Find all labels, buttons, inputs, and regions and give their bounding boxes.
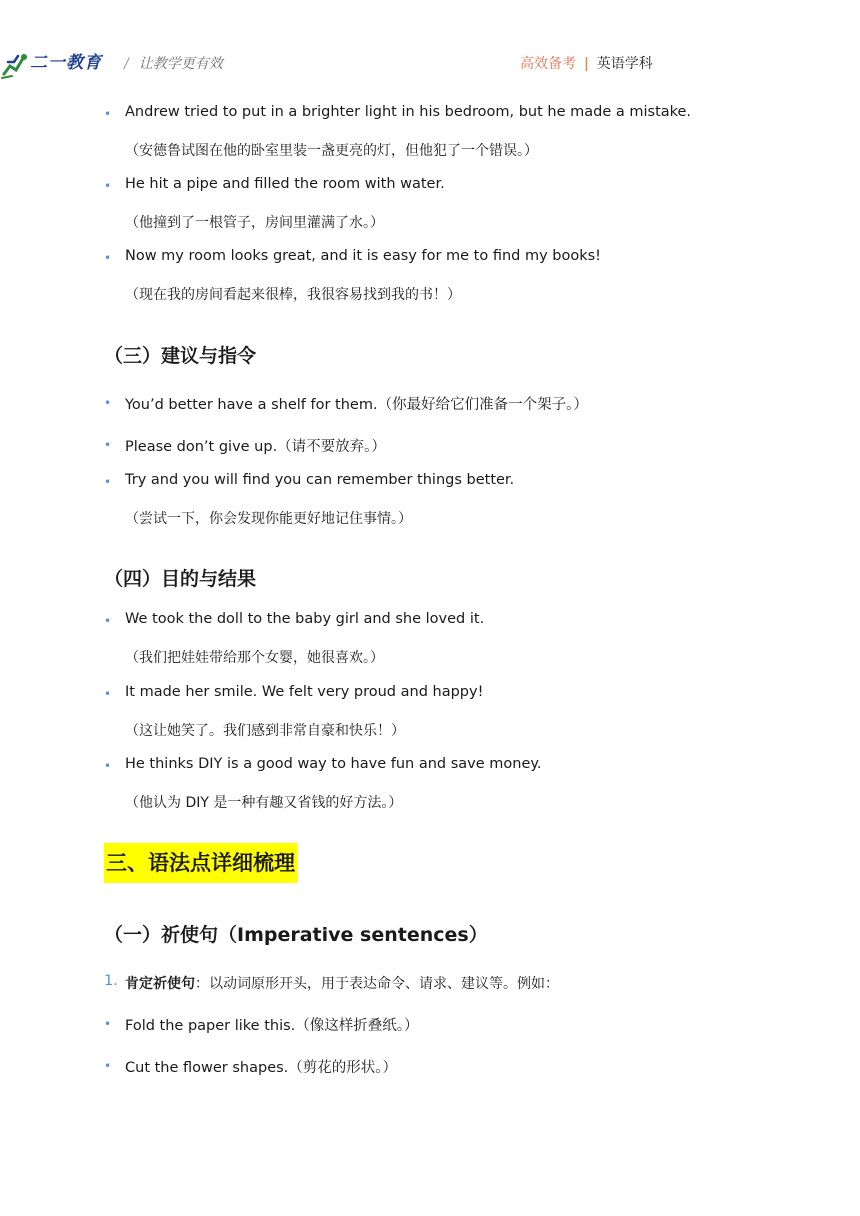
tag-separator: |: [584, 56, 589, 72]
sentence-en: Now my room looks great, and it is easy for me to find my books!: [125, 248, 601, 264]
tag-subject: 英语学科: [596, 56, 653, 72]
bullet: •: [104, 107, 112, 121]
sentence-en: Please don’t give up.（请不要放弃。）: [125, 439, 386, 455]
sentence-cn: （尝试一下，你会发现你能更好地记住事情。）: [125, 511, 412, 527]
page-header: [0, 40, 860, 84]
header-tags: [520, 53, 653, 73]
sentence-cn: （他认为 DIY 是一种有趣又省钱的好方法。）: [125, 795, 403, 811]
bullet: •: [104, 687, 112, 701]
header-slogan: / 让教学更有效: [124, 56, 223, 72]
section-heading-purpose: （四）目的与结果: [104, 568, 257, 590]
sentence-cn: （我们把娃娃带给那个女婴，她很喜欢。）: [125, 650, 384, 666]
sentence-cn: （这让她笑了。我们感到非常自豪和快乐！）: [125, 723, 405, 739]
bullet: •: [104, 614, 112, 628]
sentence-cn: （他撞到了一根管子，房间里灌满了水。）: [125, 215, 384, 231]
sentence-en: We took the doll to the baby girl and she loved it.: [125, 611, 485, 627]
bullet: •: [104, 759, 112, 773]
bullet: •: [104, 475, 112, 489]
sentence-en: He hit a pipe and filled the room with water.: [125, 176, 445, 192]
bullet: •: [104, 1017, 112, 1031]
bullet: •: [104, 396, 112, 410]
sentence-en: He thinks DIY is a good way to have fun and save money.: [125, 756, 542, 772]
section-heading-advice: （三）建议与指令: [104, 345, 257, 367]
sentence-cn: （现在我的房间看起来很棒，我很容易找到我的书！）: [125, 287, 461, 303]
bullet: •: [104, 251, 112, 265]
grammar-section-title: 三、语法点详细梳理: [104, 843, 297, 883]
sentence-en: It made her smile. We felt very proud and happy!: [125, 684, 484, 700]
section-heading-imperative: （一）祈使句（Imperative sentences）: [104, 924, 488, 946]
logo-text: 二一教育: [30, 53, 102, 73]
point-label: 肯定祈使句: [125, 976, 195, 992]
point-number: 1.: [104, 973, 118, 989]
bullet: •: [104, 179, 112, 193]
sentence-cn: （安德鲁试图在他的卧室里装一盏更亮的灯，但他犯了一个错误。）: [125, 143, 538, 159]
sentence-en: Try and you will find you can remember things better.: [125, 472, 515, 488]
sentence-en: You’d better have a shelf for them.（你最好给它们准备一个架子。）: [125, 397, 588, 413]
tag-exam: 高效备考: [520, 56, 576, 72]
point-text: ：以动词原形开头，用于表达命令、请求、建议等。例如：: [195, 976, 559, 992]
bullet: •: [104, 438, 112, 452]
example-sentence: Fold the paper like this.（像这样折叠纸。）: [125, 1018, 419, 1034]
example-sentence: Cut the flower shapes.（剪花的形状。）: [125, 1060, 398, 1076]
sentence-en: Andrew tried to put in a brighter light in his bedroom, but he made a mistake.: [125, 104, 692, 120]
bullet: •: [104, 1059, 112, 1073]
grammar-point: [125, 973, 559, 993]
